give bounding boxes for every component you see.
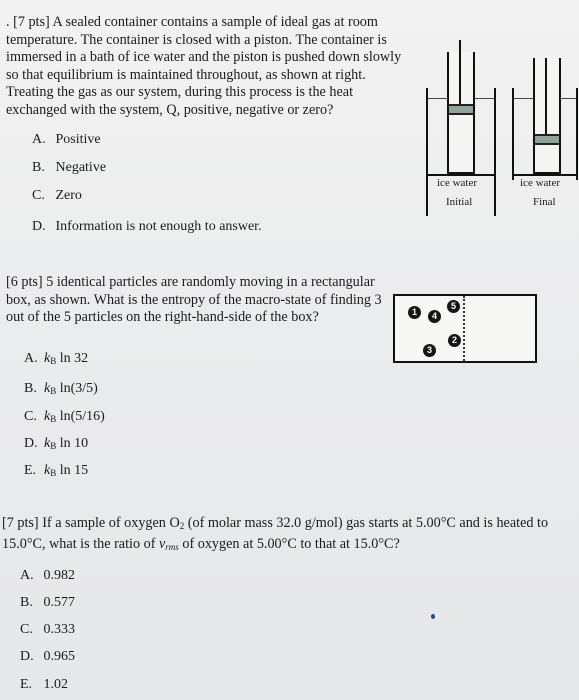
option-letter: A.: [24, 351, 38, 366]
boltzmann-symbol: k: [44, 381, 51, 396]
particle-2: 2: [448, 334, 461, 347]
option-letter: E.: [20, 677, 33, 692]
q3-option-c[interactable]: [20, 621, 75, 638]
option-text: Positive: [55, 132, 101, 147]
final-label: Final: [533, 196, 556, 208]
option-letter: D.: [24, 436, 38, 451]
option-text: Information is not enough to answer.: [55, 219, 262, 234]
option-text: ln 32: [56, 351, 89, 366]
initial-bath-label: ice water: [437, 177, 477, 189]
option-letter: D.: [32, 219, 46, 234]
particle-1: 1: [408, 306, 421, 319]
particle-box: [393, 294, 537, 363]
option-text: 0.982: [43, 568, 75, 583]
boltzmann-symbol: k: [44, 409, 51, 424]
question-3-text: [2, 515, 572, 556]
option-letter: C.: [20, 622, 33, 637]
gas-cylinder: [533, 58, 561, 174]
question-1-text: . [7 pts] A sealed container contains a sample of ideal gas at room temperature. The container is closed with a piston. The container is immersed in a bath of ice water and the piston is pushed down slowly so that equilibrium is maintained throughout, as shown at right. Treating the gas as our system, during this process is the heat exchanged with the system, Q, positive, negative or zero?: [6, 14, 402, 118]
vrms-subscript: rms: [165, 541, 179, 552]
q2-option-d[interactable]: [24, 435, 88, 455]
q3-text-part-b: (of molar mass 32.0 g/mol) gas starts at 5.00°C and is heated to 15.0°C, what is the ratio of: [2, 515, 549, 552]
question-2-text: [6 pts] 5 identical particles are randomly moving in a rectangular box, as shown. What is the entropy of the macro-state of finding 3 out of the 5 particles on the right-hand-side of the box?: [6, 274, 382, 326]
q2-option-b[interactable]: [24, 380, 98, 400]
q3-option-d[interactable]: [20, 648, 75, 665]
boltzmann-subscript: B: [50, 386, 57, 396]
q1-option-d[interactable]: [32, 218, 262, 235]
q2-option-a[interactable]: [24, 350, 88, 370]
boltzmann-subscript: B: [50, 468, 57, 478]
option-text: 0.333: [43, 622, 75, 637]
final-bath-label: ice water: [520, 177, 560, 189]
beaker-base: [512, 174, 578, 176]
option-letter: B.: [32, 160, 45, 175]
box-midline: [463, 296, 465, 361]
q3-option-e[interactable]: [20, 676, 68, 693]
option-letter: A.: [32, 132, 46, 147]
q3-text-part-c: of oxygen at 5.00°C to that at 15.0°C?: [178, 535, 400, 552]
piston: [449, 104, 473, 115]
option-text: ln(3/5): [56, 381, 98, 396]
particle-3: 3: [423, 344, 436, 357]
boltzmann-subscript: B: [50, 414, 57, 424]
piston-rod: [545, 58, 547, 134]
option-text: Negative: [55, 160, 107, 175]
oxygen-subscript: 2: [179, 521, 185, 531]
option-letter: E.: [24, 463, 37, 478]
q3-option-a[interactable]: [20, 567, 75, 584]
option-text: 0.965: [43, 649, 75, 664]
q2-option-e[interactable]: [24, 462, 88, 482]
option-letter: C.: [32, 188, 45, 203]
option-letter: C.: [24, 409, 37, 424]
option-letter: A.: [20, 568, 34, 583]
q1-option-c[interactable]: [32, 187, 82, 204]
boltzmann-symbol: k: [44, 463, 51, 478]
particle-5: 5: [447, 300, 460, 313]
q3-option-b[interactable]: [20, 594, 75, 611]
boltzmann-symbol: k: [44, 436, 51, 451]
q2-option-c[interactable]: [24, 408, 105, 428]
boltzmann-subscript: B: [50, 441, 57, 451]
piston: [535, 134, 559, 145]
q1-option-b[interactable]: [32, 159, 106, 176]
q3-text-part-a: [7 pts] If a sample of oxygen O: [2, 515, 180, 531]
vrms-symbol: v: [158, 535, 166, 552]
option-letter: D.: [20, 649, 34, 664]
option-letter: B.: [24, 381, 37, 396]
beaker-base: [426, 174, 496, 176]
option-text: Zero: [55, 188, 82, 203]
particle-4: 4: [428, 310, 441, 323]
option-text: ln 10: [56, 436, 89, 451]
option-letter: B.: [20, 595, 33, 610]
option-text: 1.02: [43, 677, 68, 692]
q1-option-a[interactable]: [32, 131, 101, 148]
option-text: 0.577: [43, 595, 75, 610]
boltzmann-subscript: B: [50, 356, 57, 366]
boltzmann-symbol: k: [44, 351, 51, 366]
piston-rod: [459, 40, 461, 104]
option-text: ln 15: [56, 463, 89, 478]
stray-ink-dot: [431, 614, 435, 619]
option-text: ln(5/16): [56, 409, 105, 424]
initial-label: Initial: [446, 196, 473, 208]
